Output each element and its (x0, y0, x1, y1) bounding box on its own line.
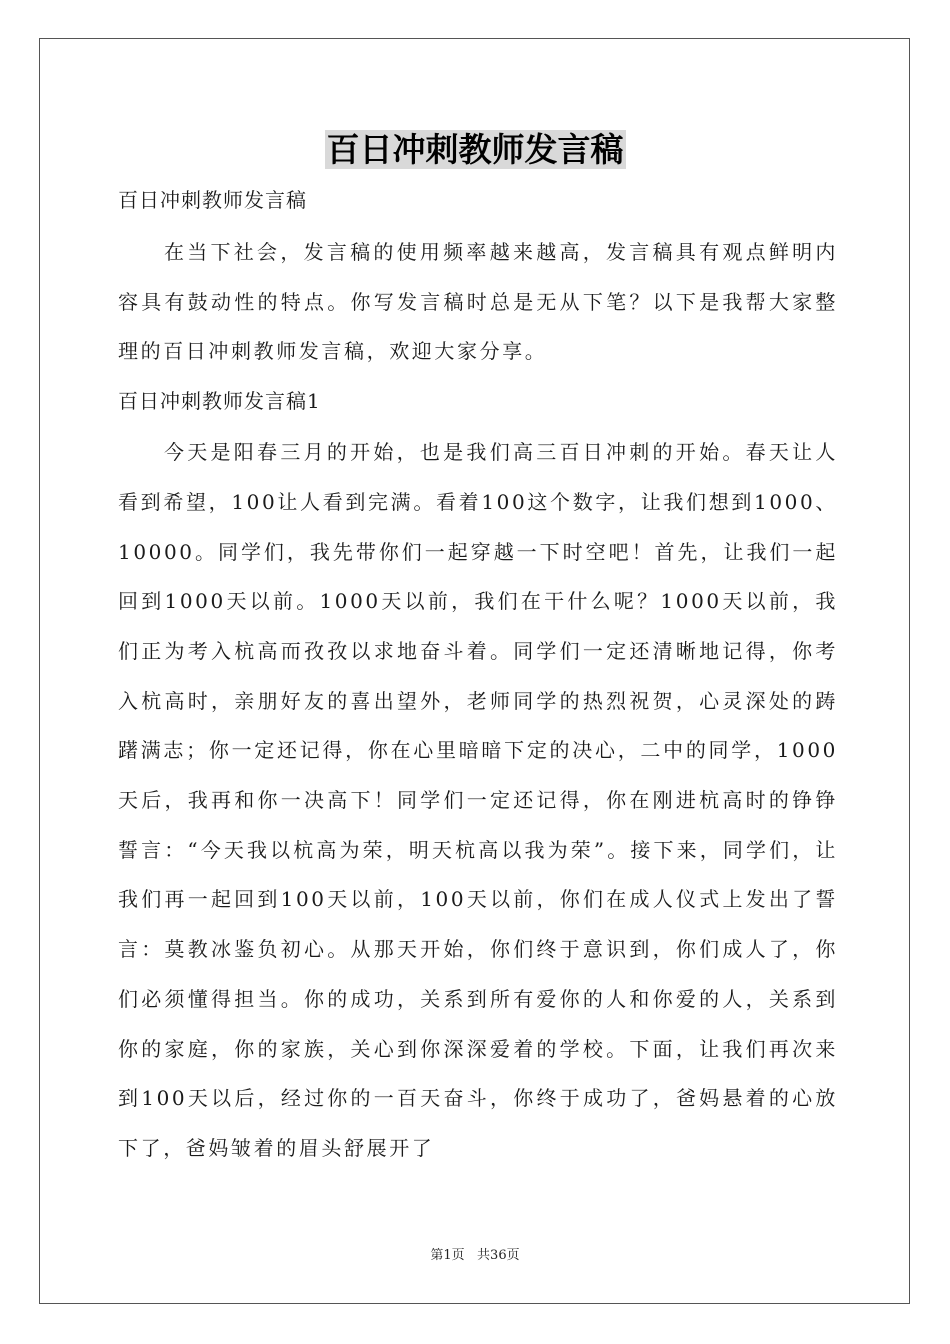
document-title (0, 128, 950, 172)
document-subtitle: 百日冲刺教师发言稿 (118, 188, 307, 212)
page-number-footer: 第1页 共36页 (430, 1248, 520, 1263)
section-heading: 百日冲刺教师发言稿1 (118, 389, 321, 414)
intro-paragraph: 在当下社会，发言稿的使用频率越来越高，发言稿具有观点鲜明内容具有鼓动性的特点。你写发言稿时总是无从下笔？以下是我帮大家整理的百日冲刺教师发言稿，欢迎大家分享。 (118, 240, 838, 364)
section-paragraph: 今天是阳春三月的开始，也是我们高三百日冲刺的开始。春天让人看到希望，100让人看到完满。看着100这个数字，让我们想到1000、10000。同学们，我先带你们一起穿越一下时空吧！首先，让我们一起回到1000天以前。1000天以前，我们在干什么呢？1000天以前，我们正为考入杭高而孜孜以求地奋斗着。同学们一定还清晰地记得，你考入杭高时，亲朋好友的喜出望外，老师同学的热烈祝贺，心灵深处的踌躇满志；你一定还记得，你在心里暗暗下定的决心，二中的同学，1000天后，我再和你一决高下！同学们一定还记得，你在刚进杭高时的铮铮誓言：“今天我以杭高为荣，明天杭高以我为荣”。接下来，同学们，让我们再一起回到100天以前，100天以前，你们在成人仪式上发出了誓言：莫教冰鉴负初心。从那天开始，你们终于意识到，你们成人了，你们必须懂得担当。你的成功，关系到所有爱你的人和你爱的人，关系到你的家庭，你的家族，关心到你深深爱着的学校。下面，让我们再次来到100天以后，经过你的一百天奋斗，你终于成功了，爸妈悬着的心放下了，爸妈皱着的眉头舒展开了 (118, 440, 838, 1160)
document-body (118, 178, 838, 1174)
document-title-text: 百日冲刺教师发言稿 (326, 130, 624, 169)
